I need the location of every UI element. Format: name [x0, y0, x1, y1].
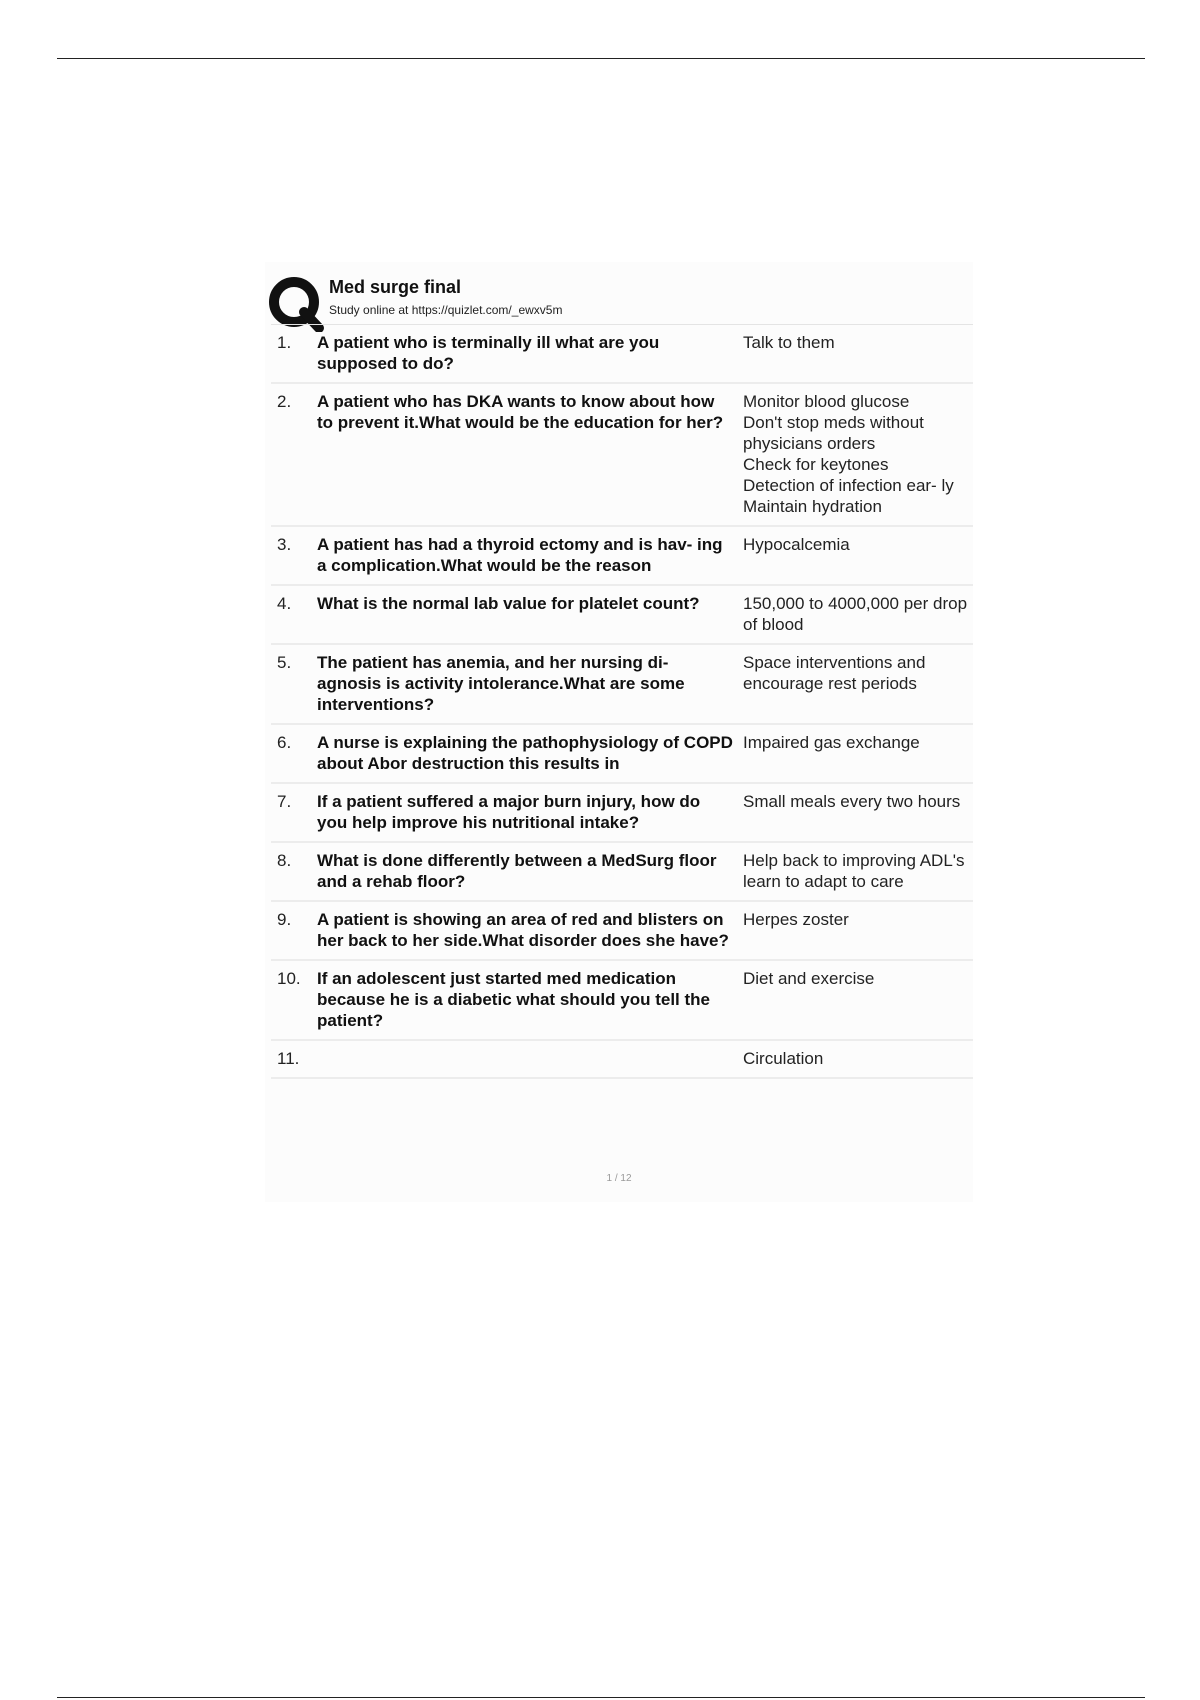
- card-answer-line: Diet and exercise: [743, 969, 875, 988]
- bottom-rule: [57, 1697, 1145, 1698]
- card-number: 10.: [277, 969, 301, 988]
- card-answer-line: Maintain hydration: [743, 497, 882, 516]
- card-row: [271, 725, 973, 784]
- card-answer-line: Hypocalcemia: [743, 535, 850, 554]
- card-answer-line: 150,000 to 4000,000 per drop of blood: [743, 594, 968, 634]
- card-answer: [743, 652, 973, 715]
- card-row: [271, 961, 973, 1041]
- card-answer: [743, 732, 973, 774]
- card-answer-line: Help back to improving ADL's learn to adapt to care: [743, 851, 965, 891]
- card-number: 2.: [277, 392, 292, 411]
- card-number: 9.: [277, 910, 292, 929]
- card-question: A patient who has DKA wants to know about how to prevent it.What would be the education for her?: [317, 392, 724, 432]
- card-answer: [743, 909, 973, 951]
- card-number: 11.: [277, 1049, 300, 1068]
- card-question: What is the normal lab value for platelet count?: [317, 594, 700, 613]
- card-answer: [743, 332, 973, 374]
- top-rule: [57, 58, 1145, 59]
- card-answer: [743, 534, 973, 576]
- card-row: [271, 586, 973, 645]
- card-answer-line: Herpes zoster: [743, 910, 849, 929]
- card-question: A nurse is explaining the pathophysiology of COPD about Abor destruction this results in: [317, 733, 733, 773]
- card-answer: [743, 1048, 973, 1069]
- card-question: The patient has anemia, and her nursing di- agnosis is activity intolerance.What are some interventions?: [317, 653, 685, 714]
- card-number: 7.: [277, 792, 292, 811]
- card-answer-line: Circulation: [743, 1049, 824, 1068]
- card-row: [271, 645, 973, 725]
- card-question: If an adolescent just started med medication because he is a diabetic what should you tell the patient?: [317, 969, 710, 1030]
- card-question: A patient who is terminally ill what are you supposed to do?: [317, 333, 660, 373]
- card-answer-line: Small meals every two hours: [743, 792, 961, 811]
- card-question: A patient has had a thyroid ectomy and is hav- ing a complication.What would be the reason: [317, 535, 723, 575]
- card-row: [271, 325, 973, 384]
- card-question: If a patient suffered a major burn injury, how do you help improve his nutritional intake?: [317, 792, 701, 832]
- card-number: 3.: [277, 535, 292, 554]
- card-number: 4.: [277, 594, 292, 613]
- card-answer-line: Detection of infection ear- ly: [743, 476, 954, 495]
- page-number: 1 / 12: [606, 1173, 632, 1184]
- card-list: [271, 325, 973, 1079]
- card-question: What is done differently between a MedSurg floor and a rehab floor?: [317, 851, 717, 891]
- card-question: A patient is showing an area of red and blisters on her back to her side.What disorder does she have?: [317, 910, 729, 950]
- card-number: 5.: [277, 653, 292, 672]
- set-title: Med surge final: [329, 277, 462, 297]
- card-answer-line: Talk to them: [743, 333, 835, 352]
- card-number: 8.: [277, 851, 292, 870]
- card-answer: [743, 968, 973, 1031]
- card-row: [271, 527, 973, 586]
- card-answer-line: Impaired gas exchange: [743, 733, 920, 752]
- card-row: [271, 843, 973, 902]
- card-answer: [743, 391, 973, 517]
- card-row: [271, 902, 973, 961]
- card-answer-line: Check for keytones: [743, 455, 889, 474]
- card-number: 1.: [277, 333, 292, 352]
- card-question: [317, 1048, 743, 1069]
- card-number: 6.: [277, 733, 292, 752]
- card-row: [271, 1041, 973, 1079]
- card-answer-line: Space interventions and encourage rest periods: [743, 653, 926, 693]
- card-row: [271, 384, 973, 527]
- card-answer-line: Monitor blood glucose: [743, 392, 910, 411]
- card-row: [271, 784, 973, 843]
- flashcard-sheet: [265, 262, 973, 1202]
- card-answer-line: Don't stop meds without physicians orders: [743, 413, 924, 453]
- card-answer: [743, 850, 973, 892]
- card-answer: [743, 791, 973, 833]
- card-answer: [743, 593, 973, 635]
- set-subtitle: Study online at https://quizlet.com/_ewxv5m: [329, 303, 563, 317]
